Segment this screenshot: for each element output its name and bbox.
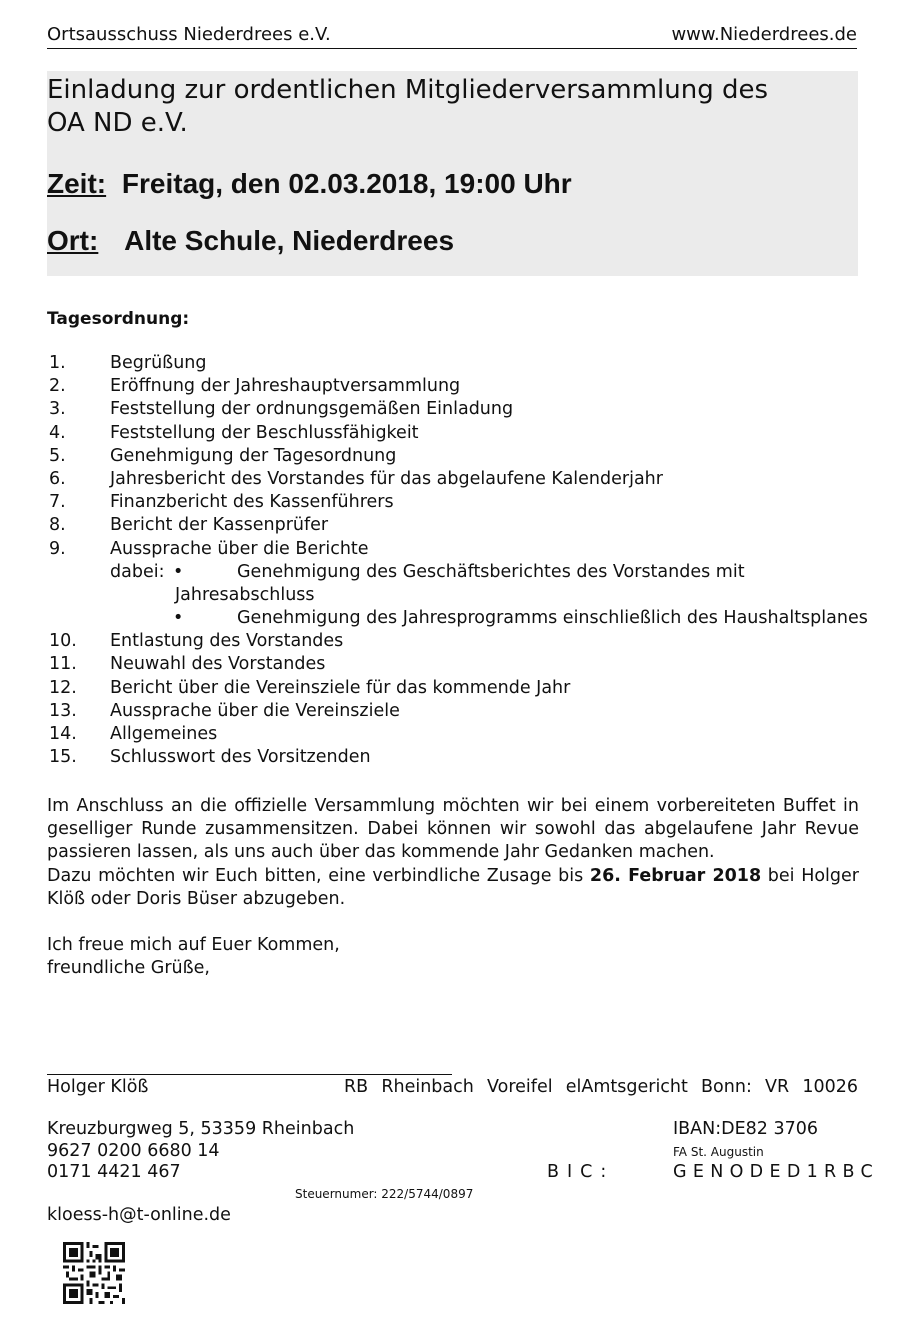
bic-value: GENODED1RBC [673,1162,880,1182]
list-item: 8. Bericht der Kassenprüfer [49,515,329,536]
list-item: 14. Allgemeines [49,724,218,744]
list-item: 12. Bericht über die Vereinsziele für das kommende Jahr [49,677,571,698]
time-label: Zeit: [47,168,107,199]
org-name: Ortsausschuss Niederdrees e.V. [47,24,331,45]
sub-list-item-continuation: Jahresabschluss [175,584,315,605]
list-item: 15. Schlusswort des Vorsitzenden [49,747,371,768]
phone: 0171 4421 467 [47,1162,181,1182]
bullet-icon: • [173,561,184,582]
sub-label: dabei: [110,561,165,582]
list-item: 9. Aussprache über die Berichte [49,538,369,559]
deadline-date: 26. Februar 2018 [589,865,762,886]
bic-label: BIC: [547,1162,615,1182]
list-item: 10. Entlastung des Vorstandes [49,631,344,652]
signature-line [47,1074,452,1075]
list-item: 7. Finanzbericht des Kassenführers [49,492,394,513]
list-item: 11. Neuwahl des Vorstandes [49,654,326,675]
agenda-list [47,352,867,769]
tax-number: Steuernumer: 222/5744/0897 [295,1187,474,1201]
email-link[interactable]: kloess-h@t-online.de [47,1205,231,1225]
tax-office: FA St. Augustin [673,1145,764,1159]
place-label: Ort: [47,225,99,256]
time-value: Freitag, den 02.03.2018, 19:00 Uhr [121,168,572,199]
signer-name: Holger Klöß [47,1077,149,1097]
list-item: 4. Feststellung der Beschlussfähigkeit [49,422,419,443]
iban: IBAN:DE82 3706 [673,1119,819,1139]
list-item: 1. Begrüßung [49,353,207,373]
place-line [47,225,454,257]
list-item: 5. Genehmigung der Tagesordnung [49,445,397,466]
bullet-icon: • [173,608,184,629]
list-item: 13. Aussprache über die Vereinsziele [49,700,400,721]
list-item: 3. Feststellung der ordnungsgemäßen Einladung [49,399,514,420]
place-value: Alte Schule, Niederdrees [124,225,455,256]
paragraph: Im Anschluss an die offizielle Versammlung möchten wir bei einem vorbereiteten Buffet in geselliger Runde zusammensitzen. Dabei können wir sowohl das abgelaufene Jahr Revue passieren lassen, als uns auch über das kommende Jahr Gedanken machen. [47,796,859,863]
bank-court: RB Rheinbach Voreifel elAmtsgericht Bonn: VR 10026 [344,1077,858,1097]
invitation-title: Einladung zur ordentlichen Mitgliederversammlung des OA ND e.V. [47,75,769,138]
qr-code-icon [63,1242,125,1304]
list-item: 2. Eröffnung der Jahreshauptversammlung [49,376,461,397]
website-link[interactable]: www.Niederdrees.de [671,24,857,45]
address: Kreuzburgweg 5, 53359 Rheinbach [47,1119,355,1139]
letterhead [47,24,857,49]
body-text [47,795,859,911]
sub-list-item: • Genehmigung des Jahresprogramms einschließlich des Haushaltsplanes [47,607,867,630]
account-number: 9627 0200 6680 14 [47,1141,220,1161]
closing: Ich freue mich auf Euer Kommen, freundliche Grüße, [47,935,340,979]
sub-list-item: dabei: • Genehmigung des Geschäftsberichtes des Vorstandes mit [47,561,867,584]
list-item: 6. Jahresbericht des Vorstandes für das abgelaufene Kalenderjahr [49,468,663,489]
paragraph: Dazu möchten wir Euch bitten, eine verbindliche Zusage bis 26. Februar 2018 bei Holger Klöß oder Doris Büser abzugeben. [47,865,859,909]
agenda-heading: Tagesordnung: [47,309,190,329]
time-line [47,168,572,200]
